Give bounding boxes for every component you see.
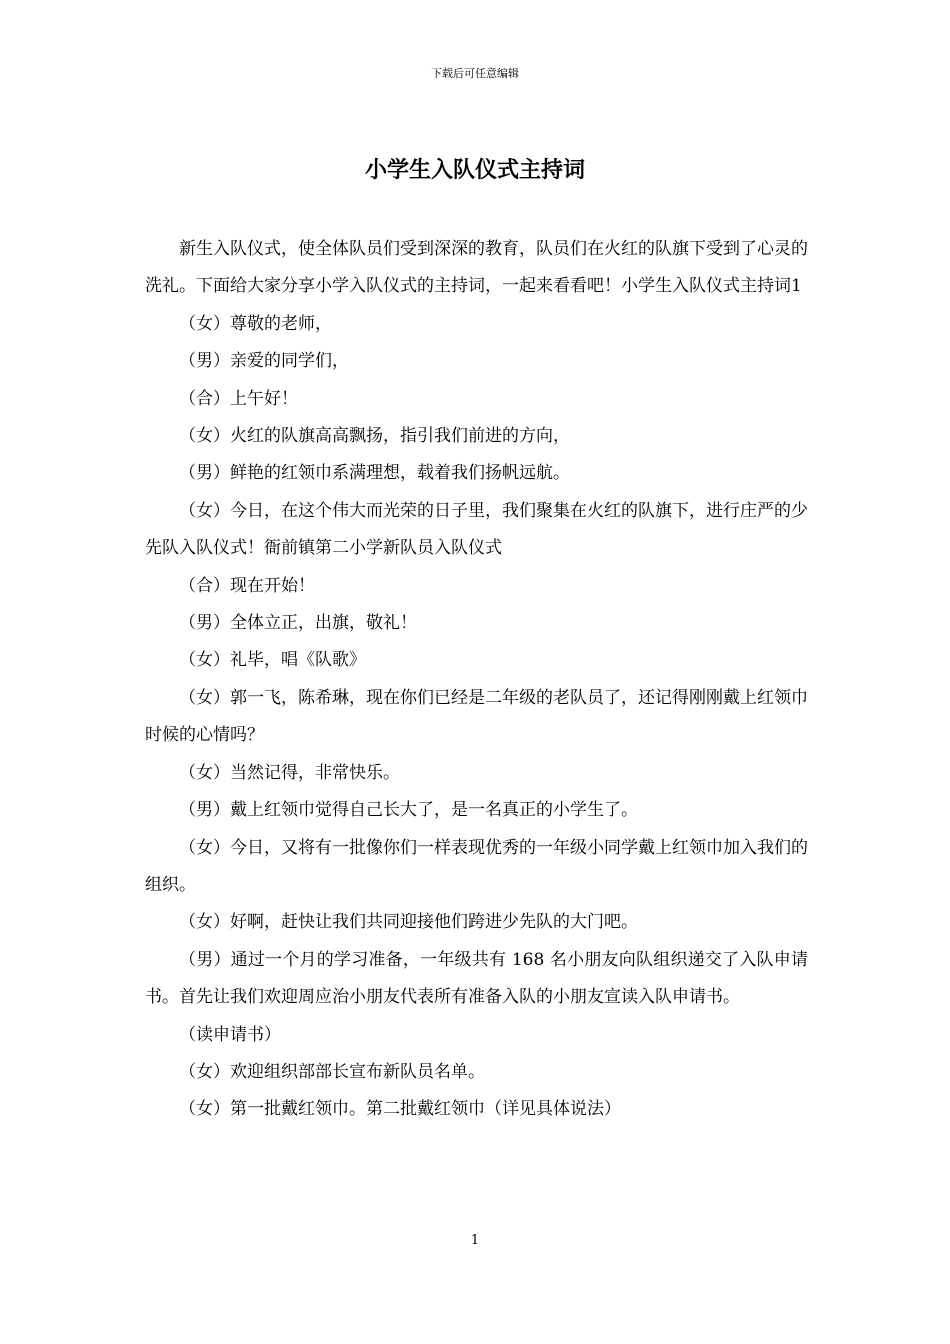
paragraph: （男）亲爱的同学们， bbox=[179, 351, 349, 372]
document-body bbox=[145, 231, 808, 1129]
page-header: 下载后可任意编辑 bbox=[431, 67, 519, 80]
paragraph: （男）通过一个月的学习准备，一年级共有 168 名小朋友向队组织递交了入队申请书。首先让我们欢迎周应治小朋友代表所有准备入队的小朋友宣读入队申请书。 bbox=[145, 949, 808, 1008]
paragraph: （女）火红的队旗高高飘扬，指引我们前进的方向， bbox=[179, 426, 570, 447]
paragraph: （合）现在开始！ bbox=[179, 575, 315, 596]
paragraph: 新生入队仪式，使全体队员们受到深深的教育，队员们在火红的队旗下受到了心灵的洗礼。下面给大家分享小学入队仪式的主持词，一起来看看吧！小学生入队仪式主持词1 bbox=[145, 239, 808, 297]
paragraph: （合）上午好！ bbox=[179, 388, 298, 409]
paragraph: （女）尊敬的老师， bbox=[179, 313, 332, 334]
paragraph: （女）第一批戴红领巾。第二批戴红领巾（详见具体说法） bbox=[179, 1099, 621, 1120]
paragraph: （男）鲜艳的红领巾系满理想，载着我们扬帆远航。 bbox=[179, 463, 570, 484]
paragraph: （女）当然记得，非常快乐。 bbox=[179, 762, 400, 783]
paragraph: （女）郭一飞，陈希琳，现在你们已经是二年级的老队员了，还记得刚刚戴上红领巾时候的心情吗？ bbox=[145, 687, 808, 746]
paragraph: （女）今日，在这个伟大而光荣的日子里，我们聚集在火红的队旗下，进行庄严的少先队入队仪式！衙前镇第二小学新队员入队仪式 bbox=[145, 500, 808, 559]
paragraph: （男）戴上红领巾觉得自己长大了，是一名真正的小学生了。 bbox=[179, 800, 638, 821]
document-title: 小学生入队仪式主持词 bbox=[364, 157, 585, 183]
paragraph: （女）欢迎组织部部长宣布新队员名单。 bbox=[179, 1061, 485, 1082]
paragraph: （男）全体立正，出旗，敬礼！ bbox=[179, 613, 417, 634]
paragraph: （女）礼毕，唱《队歌》 bbox=[179, 650, 366, 671]
paragraph: （读申请书） bbox=[179, 1024, 281, 1045]
paragraph: （女）好啊，赶快让我们共同迎接他们跨进少先队的大门吧。 bbox=[179, 912, 638, 933]
page-number: 1 bbox=[470, 1233, 480, 1248]
paragraph: （女）今日，又将有一批像你们一样表现优秀的一年级小同学戴上红领巾加入我们的组织。 bbox=[145, 837, 808, 895]
